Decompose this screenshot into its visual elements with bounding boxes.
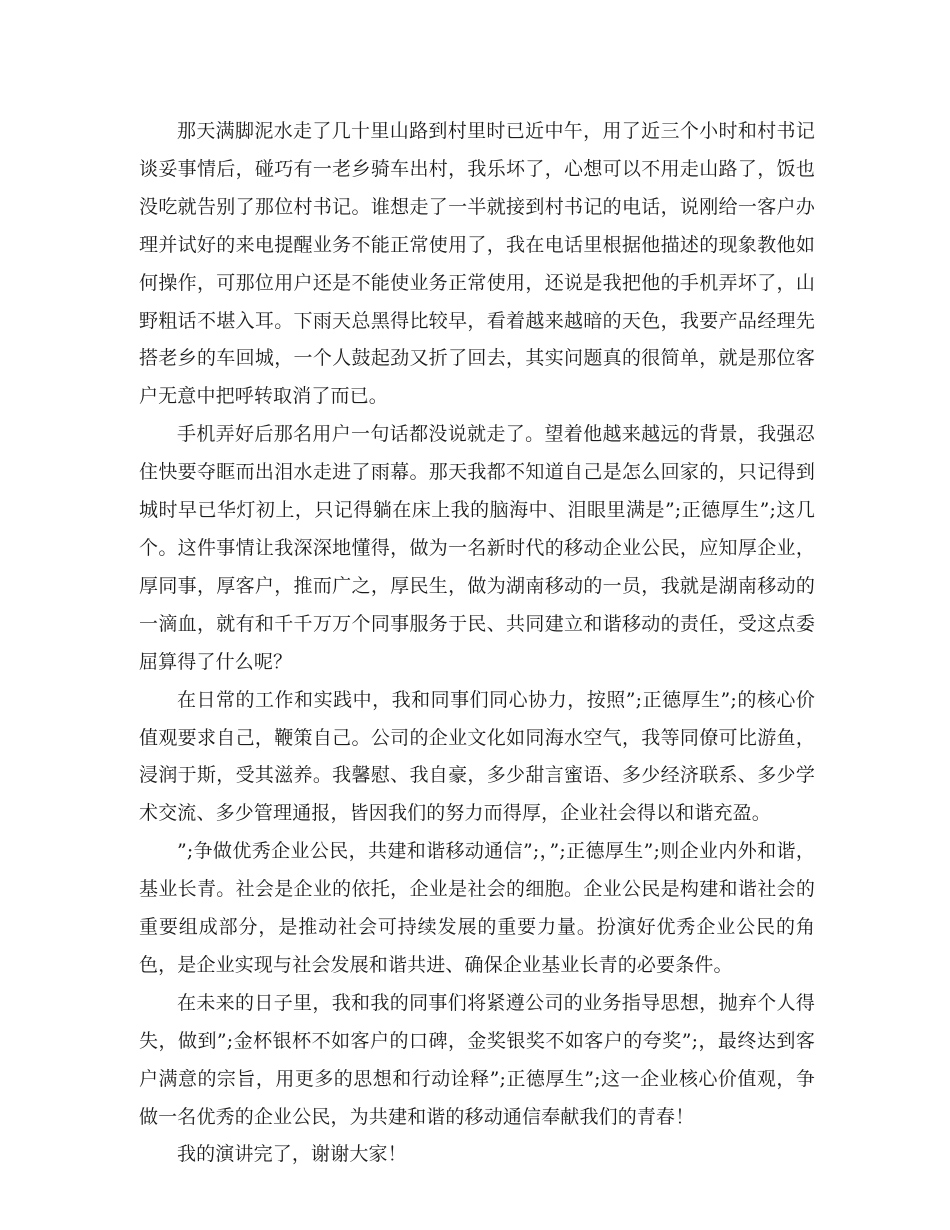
paragraph-1: 那天满脚泥水走了几十里山路到村里时已近中午，用了近三个小时和村书记谈妥事情后，碰巧有一老乡骑车出村，我乐坏了，心想可以不用走山路了，饭也没吃就告别了那位村书记。谁想走了一半就接到村书记的电话，说刚给一客户办理并试好的来电提醒业务不能正常使用了，我在电话里根据他描述的现象教他如何操作，可那位用户还是不能使业务正常使用，还说是我把他的手机弄坏了，山野粗话不堪入耳。下雨天总黑得比较早，看着越来越暗的天色，我要产品经理先搭老乡的车回城，一个人鼓起劲又折了回去，其实问题真的很简单，就是那位客户无意中把呼转取消了而已。 (139, 120, 815, 408)
paragraph-3: 在日常的工作和实践中，我和同事们同心协力，按照”;正德厚生”;的核心价值观要求自己，鞭策自己。公司的企业文化如同海水空气，我等同僚可比游鱼，浸润于斯，受其滋养。我馨慰、我自豪，多少甜言蜜语、多少经济联系、多少学术交流、多少管理通报，皆因我们的努力而得厚，企业社会得以和谐充盈。 (139, 688, 815, 825)
document-body (139, 113, 815, 1174)
paragraph-2: 手机弄好后那名用户一句话都没说就走了。望着他越来越远的背景，我强忍住快要夺眶而出泪水走进了雨幕。那天我都不知道自己是怎么回家的，只记得到城时早已华灯初上，只记得躺在床上我的脑海中、泪眼里满是”;正德厚生”;这几个。这件事情让我深深地懂得，做为一名新时代的移动企业公民，应知厚企业，厚同事，厚客户，推而广之，厚民生，做为湖南移动的一员，我就是湖南移动的一滴血，就有和千千万万个同事服务于民、共同建立和谐移动的责任，受这点委屈算得了什么呢？ (139, 423, 815, 673)
paragraph-4: ”;争做优秀企业公民，共建和谐移动通信”;，”;正德厚生”;则企业内外和谐，基业长青。社会是企业的依托，企业是社会的细胞。企业公民是构建和谐社会的重要组成部分，是推动社会可持续发展的重要力量。扮演好优秀企业公民的角色，是企业实现与社会发展和谐共进、确保企业基业长青的必要条件。 (139, 840, 815, 976)
paragraph-5: 在未来的日子里，我和我的同事们将紧遵公司的业务指导思想，抛弃个人得失，做到”;金杯银杯不如客户的口碑，金奖银奖不如客户的夸奖”;，最终达到客户满意的宗旨，用更多的思想和行动诠释”;正德厚生”;这一企业核心价值观，争做一名优秀的企业公民，为共建和谐的移动通信奉献我们的青春！ (139, 991, 815, 1128)
closing-paragraph: 我的演讲完了，谢谢大家！ (177, 1143, 407, 1166)
